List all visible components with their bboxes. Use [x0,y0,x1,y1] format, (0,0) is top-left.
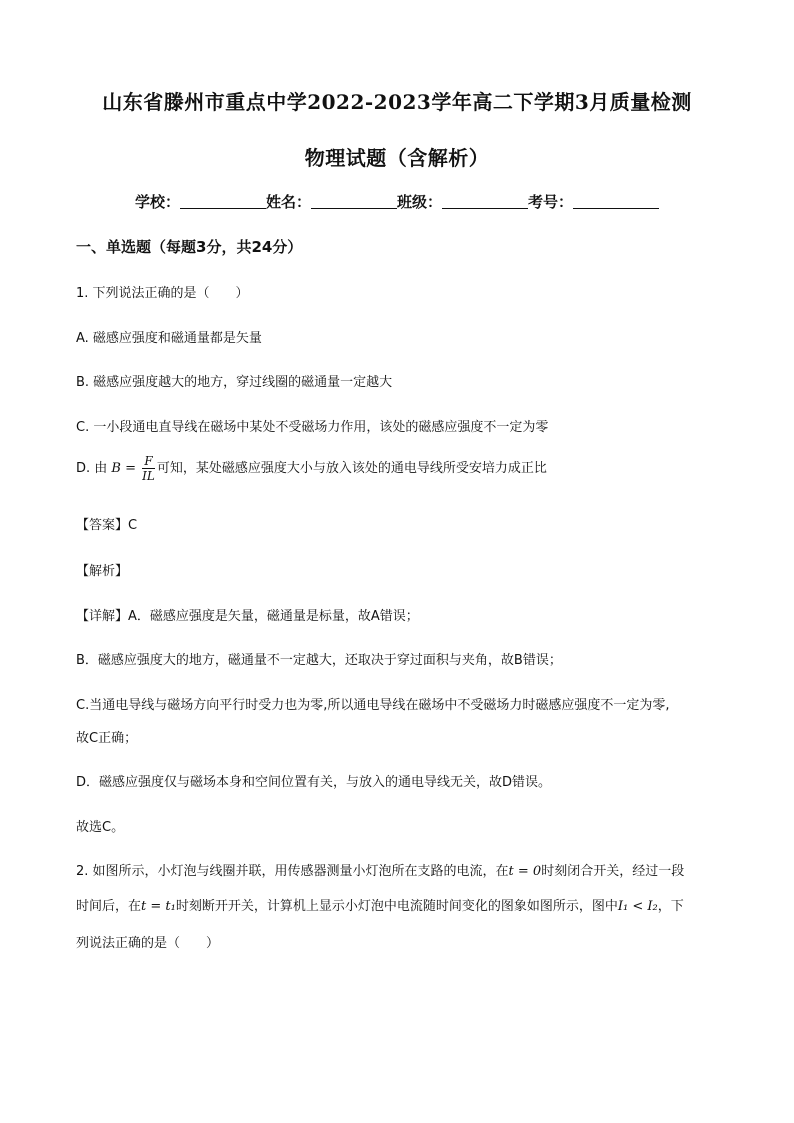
q2-formula-t0: t = 0 [508,864,542,879]
document-title: 山东省滕州市重点中学2022-2023学年高二下学期3月质量检测 [102,90,692,114]
option-d-prefix: D. 由 [76,461,108,476]
name-blank [311,194,397,209]
detail-d: D．磁感应强度仅与磁场本身和空间位置有关，与放入的通电导线无关，故D错误。 [76,775,552,790]
detail-b: B．磁感应强度大的地方，磁通量不一定越大，还取决于穿过面积与夹角，故B错误； [76,653,562,668]
conclusion: 故选C。 [76,820,125,835]
question-2-line3: 列说法正确的是（ ） [76,936,220,951]
detail-c-line1: C.当通电导线与磁场方向平行时受力也为零,所以通电导线在磁场中不受磁场力时磁感应强度不一定为零, [76,698,670,713]
q2-line2-text-b: 时刻断开开关，计算机上显示小灯泡中电流随时间变化的图象如图所示，图中 [175,899,618,914]
detail-c-line2: 故C正确； [76,731,138,746]
q2-formula-i1-i2: I₁ < I₂ [617,899,658,914]
document-subtitle: 物理试题（含解析） [304,146,490,170]
formula-lhs: B = [111,461,136,476]
option-d-suffix: 可知，某处磁感应强度大小与放入该处的通电导线所受安培力成正比 [156,461,547,476]
question-1-stem: 1. 下列说法正确的是（ ） [76,286,249,301]
q2-formula-t1: t = t₁ [141,899,176,914]
question-1-option-d [76,454,547,483]
class-blank [442,194,528,209]
q2-line1-text-b: 时刻闭合开关，经过一段 [541,864,685,879]
formula-numerator: F [144,454,153,468]
q2-line2-text-a: 时间后，在 [76,899,142,914]
formula-fraction [142,454,155,483]
question-1-option-b: B. 磁感应强度越大的地方，穿过线圈的磁通量一定越大 [76,375,393,390]
section-heading: 一、单选题（每题3分，共24分） [76,238,303,256]
question-1-option-a: A. 磁感应强度和磁通量都是矢量 [76,331,262,346]
question-2-line2 [76,895,684,914]
number-blank [573,194,659,209]
detail-a: 【详解】A．磁感应强度是矢量，磁通量是标量，故A错误； [76,609,419,624]
question-2-line1 [76,860,684,879]
analysis-label: 【解析】 [76,564,129,579]
number-label: 考号： [528,193,574,211]
q2-line2-text-c: ，下 [657,899,684,914]
answer-line: 【答案】C [76,518,138,533]
school-blank [180,194,266,209]
student-info-row [0,191,794,212]
name-label: 姓名： [265,193,311,211]
question-1-option-c: C. 一小段通电直导线在磁场中某处不受磁场力作用，该处的磁感应强度不一定为零 [76,420,549,435]
formula-denominator: IL [142,469,155,483]
class-label: 班级： [397,193,443,211]
q2-line1-text-a: 2. 如图所示，小灯泡与线圈并联，用传感器测量小灯泡所在支路的电流，在 [76,864,509,879]
school-label: 学校： [134,193,180,211]
